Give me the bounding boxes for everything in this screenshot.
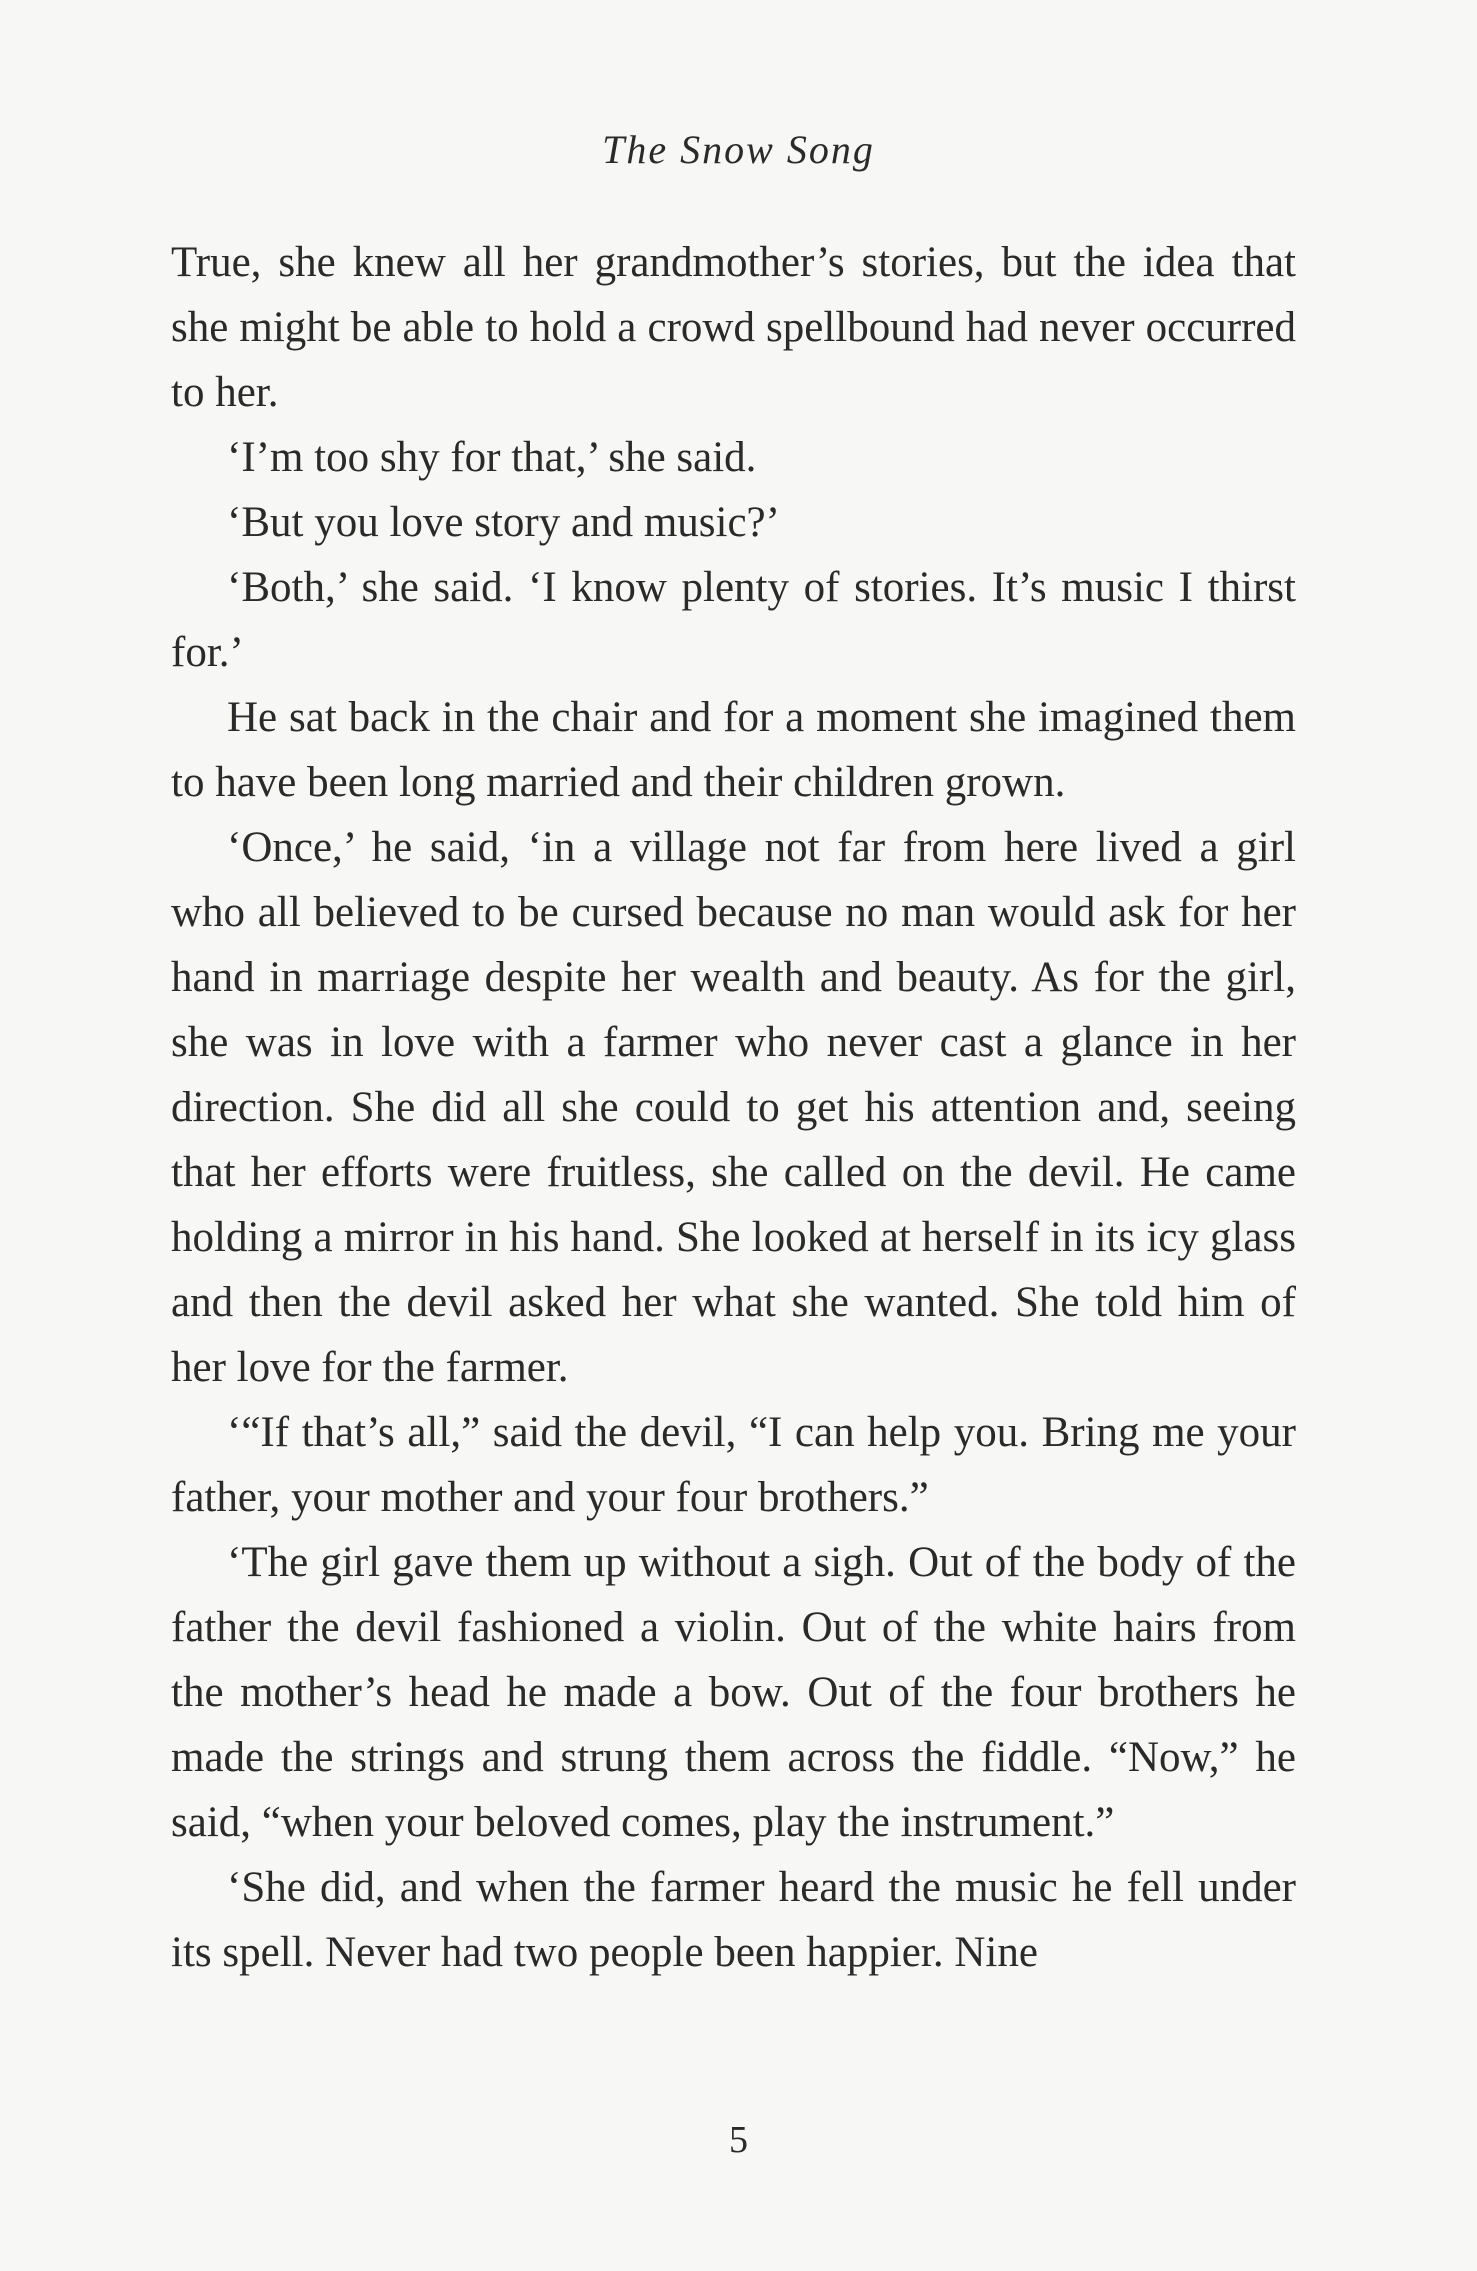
- paragraph: ‘The girl gave them up without a sigh. Out of the body of the father the devil fashioned a violin. Out of the white hairs from the mother’s head he made a bow. Out of the four brothers he made the strings and strung them across the fiddle. “Now,” he said, “when your beloved comes, play the instrument.”: [171, 1539, 1296, 1846]
- paragraph: ‘Both,’ she said. ‘I know plenty of stories. It’s music I thirst for.’: [171, 564, 1296, 676]
- paragraph: ‘“If that’s all,” said the devil, “I can help you. Bring me your father, your mother and your four brothers.”: [171, 1409, 1296, 1521]
- paragraph: ‘Once,’ he said, ‘in a village not far from here lived a girl who all believed to be cursed because no man would ask for her hand in marriage despite her wealth and beauty. As for the girl, she was in love with a farmer who never cast a glance in her direction. She did all she could to get his attention and, seeing that her efforts were fruitless, she called on the devil. He came holding a mirror in his hand. She looked at herself in its icy glass and then the devil asked her what she wanted. She told him of her love for the farmer.: [171, 824, 1296, 1391]
- page-number: 5: [729, 2119, 748, 2161]
- paragraph: ‘I’m too shy for that,’ she said.: [227, 434, 757, 481]
- body-text: [171, 230, 1296, 1985]
- running-head: The Snow Song: [602, 127, 875, 172]
- paragraph: True, she knew all her grandmother’s stories, but the idea that she might be able to hold a crowd spellbound had never occurred to her.: [171, 239, 1296, 416]
- paragraph: ‘She did, and when the farmer heard the music he fell under its spell. Never had two people been happier. Nine: [171, 1864, 1296, 1976]
- paragraph: ‘But you love story and music?’: [227, 499, 780, 546]
- paragraph: He sat back in the chair and for a moment she imagined them to have been long married and their children grown.: [171, 694, 1296, 806]
